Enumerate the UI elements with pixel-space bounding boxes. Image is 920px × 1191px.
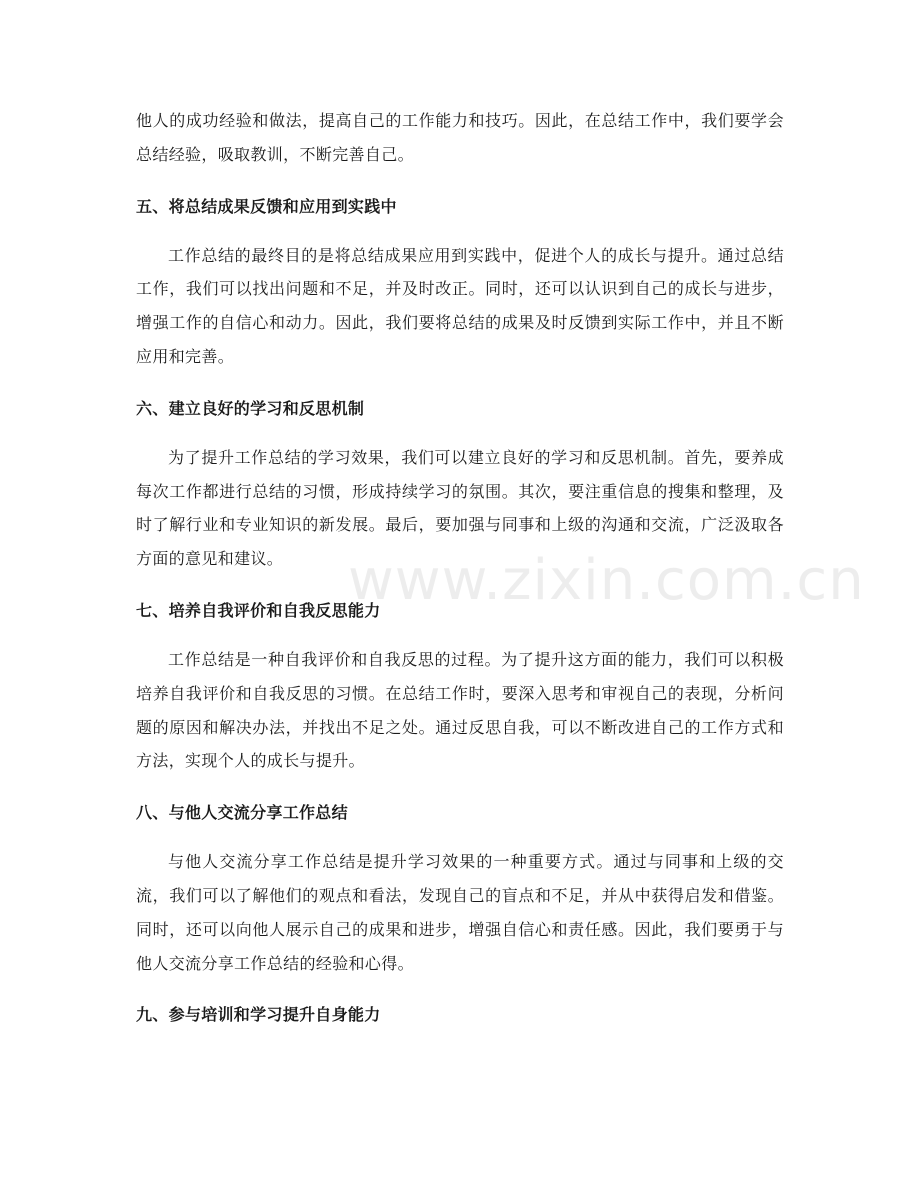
section-6-heading: 六、建立良好的学习和反思机制 bbox=[136, 398, 365, 418]
section-7-heading: 七、培养自我评价和自我反思能力 bbox=[136, 600, 381, 620]
section-8-paragraph: 与他人交流分享工作总结是提升学习效果的一种重要方式。通过与同事和上级的交流，我们可以了解他们的观点和看法，发现自己的盲点和不足，并从中获得启发和借鉴。同时，还可以向他人展示自己的成果和进步，增强自信心和责任感。因此，我们要勇于与他人交流分享工作总结的经验和心得。 bbox=[136, 852, 784, 973]
document-body bbox=[136, 104, 784, 1031]
intro-paragraph: 他人的成功经验和做法，提高自己的工作能力和技巧。因此，在总结工作中，我们要学会总结经验，吸取教训，不断完善自己。 bbox=[136, 111, 784, 164]
section-7-paragraph: 工作总结是一种自我评价和自我反思的过程。为了提升这方面的能力，我们可以积极培养自我评价和自我反思的习惯。在总结工作时，要深入思考和审视自己的表现，分析问题的原因和解决办法，并找出不足之处。通过反思自我，可以不断改进自己的工作方式和方法，实现个人的成长与提升。 bbox=[136, 649, 784, 771]
watermark-text: www.zixin.com.cn bbox=[348, 548, 865, 613]
section-9-heading: 九、参与培训和学习提升自身能力 bbox=[136, 1005, 381, 1025]
section-5-heading: 五、将总结成果反馈和应用到实践中 bbox=[136, 196, 397, 216]
section-8-heading: 八、与他人交流分享工作总结 bbox=[136, 803, 348, 823]
section-6-paragraph: 为了提升工作总结的学习效果，我们可以建立良好的学习和反思机制。首先，要养成每次工作都进行总结的习惯，形成持续学习的氛围。其次，要注重信息的搜集和整理，及时了解行业和专业知识的新发展。最后，要加强与同事和上级的沟通和交流，广泛汲取各方面的意见和建议。 bbox=[136, 447, 784, 569]
section-5-paragraph: 工作总结的最终目的是将总结成果应用到实践中，促进个人的成长与提升。通过总结工作，我们可以找出问题和不足，并及时改正。同时，还可以认识到自己的成长与进步，增强工作的自信心和动力。因此，我们要将总结的成果及时反馈到实际工作中，并且不断应用和完善。 bbox=[136, 245, 784, 366]
